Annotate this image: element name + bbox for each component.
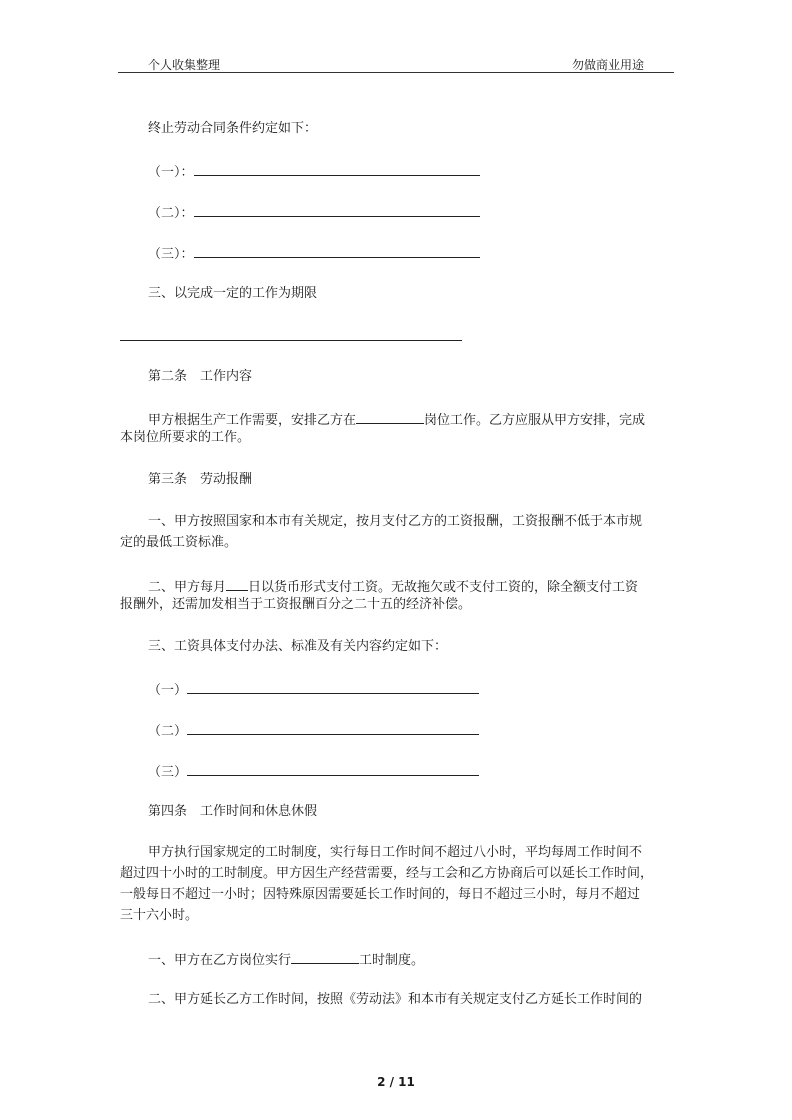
paragraph-line: 超过四十小时的工时制度。甲方因生产经营需要，经与工会和乙方协商后可以延长工作时间， <box>120 866 654 881</box>
blank-hours-system[interactable] <box>291 951 359 964</box>
paragraph-termination-conditions: 终止劳动合同条件约定如下： <box>148 121 318 136</box>
fill-item-label: （三） <box>148 765 188 780</box>
fill-item-pay-1 <box>148 681 479 697</box>
fill-item-label: （一）： <box>148 165 194 180</box>
article-2-heading: 第二条 工作内容 <box>148 369 253 384</box>
fill-item-pay-2 <box>148 722 479 738</box>
fill-item-2 <box>148 204 480 220</box>
clause-fixed-task-term: 三、以完成一定的工作为期限 <box>148 286 318 301</box>
text-span: 甲方根据生产工作需要，安排乙方在 <box>148 413 357 428</box>
article-3-heading: 第三条 劳动报酬 <box>148 472 253 487</box>
header-rule <box>118 72 674 73</box>
text-span: 二、甲方每月 <box>148 580 227 595</box>
paragraph-line: 本岗位所要求的工作。 <box>120 430 251 445</box>
text-span: 工时制度。 <box>359 953 425 968</box>
blank-line[interactable] <box>187 722 479 735</box>
paragraph-line: 定的最低工资标准。 <box>120 535 238 550</box>
paragraph-line <box>148 411 645 427</box>
header-left: 个人收集整理 <box>148 58 221 72</box>
blank-line[interactable] <box>187 763 479 776</box>
paragraph-line: 三十六小时。 <box>120 908 199 923</box>
fill-item-label: （二） <box>148 724 188 739</box>
paragraph-line: 甲方执行国家规定的工时制度，实行每日工作时间不超过八小时，平均每周工作时间不 <box>148 845 643 860</box>
fill-item-label: （三）： <box>148 247 194 262</box>
blank-line[interactable] <box>194 204 480 217</box>
blank-line[interactable] <box>187 681 479 694</box>
text-span: 一、甲方在乙方岗位实行 <box>148 953 292 968</box>
header-right: 勿做商业用途 <box>572 58 645 72</box>
blank-day[interactable] <box>226 578 248 591</box>
paragraph-line: 三、工资具体支付办法、标准及有关内容约定如下： <box>148 639 448 654</box>
paragraph-line: 一般每日不超过一小时；因特殊原因需要延长工作时间的，每日不超过三小时，每月不超过 <box>120 887 641 902</box>
blank-line[interactable] <box>120 340 462 341</box>
blank-line[interactable] <box>194 245 480 258</box>
fill-item-3 <box>148 245 480 261</box>
fill-item-pay-3 <box>148 763 479 779</box>
text-span: 日以货币形式支付工资。无故拖欠或不支付工资的，除全额支付工资 <box>248 580 639 595</box>
paragraph-line: 二、甲方延长乙方工作时间，按照《劳动法》和本市有关规定支付乙方延长工作时间的 <box>148 992 643 1007</box>
fill-item-label: （二）： <box>148 206 194 221</box>
paragraph-line: 一、甲方按照国家和本市有关规定，按月支付乙方的工资报酬，工资报酬不低于本市规 <box>148 514 643 529</box>
article-4-heading: 第四条 工作时间和休息休假 <box>148 804 318 819</box>
blank-position[interactable] <box>356 411 424 424</box>
paragraph-line: 报酬外，还需加发相当于工资报酬百分之二十五的经济补偿。 <box>120 597 472 612</box>
text-span: 岗位工作。乙方应服从甲方安排，完成 <box>424 413 646 428</box>
page-number: 2 / 11 <box>377 1075 415 1089</box>
paragraph-line <box>148 578 638 594</box>
fill-item-1 <box>148 163 480 179</box>
blank-line[interactable] <box>194 163 480 176</box>
fill-item-label: （一） <box>148 683 188 698</box>
paragraph-line <box>148 951 424 967</box>
